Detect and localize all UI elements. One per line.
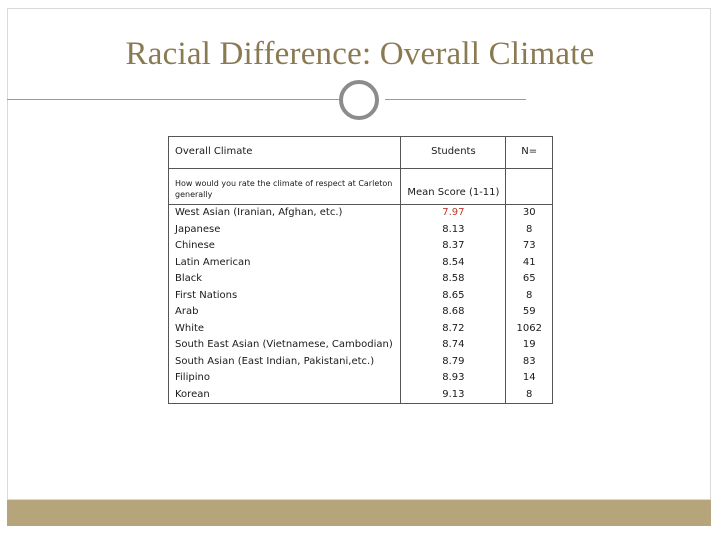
sample-size: 8 [506, 387, 553, 404]
group-name: Latin American [169, 255, 401, 272]
group-name: Arab [169, 304, 401, 321]
table-header-row [169, 137, 553, 169]
mean-score: 8.74 [401, 337, 506, 354]
group-name: First Nations [169, 288, 401, 305]
group-name: Korean [169, 387, 401, 404]
sample-size: 41 [506, 255, 553, 272]
table-row [169, 271, 553, 288]
table-row [169, 238, 553, 255]
sample-size: 19 [506, 337, 553, 354]
mean-score: 8.65 [401, 288, 506, 305]
sample-size: 8 [506, 222, 553, 239]
table-row [169, 387, 553, 404]
sample-size: 83 [506, 354, 553, 371]
mean-score: 8.79 [401, 354, 506, 371]
title-divider-right [385, 99, 526, 100]
sample-size: 14 [506, 370, 553, 387]
table-row [169, 321, 553, 338]
table-row [169, 255, 553, 272]
group-name: White [169, 321, 401, 338]
table-row [169, 288, 553, 305]
sample-size: 30 [506, 205, 553, 222]
group-name: South East Asian (Vietnamese, Cambodian) [169, 337, 401, 354]
mean-score: 8.58 [401, 271, 506, 288]
sample-size: 1062 [506, 321, 553, 338]
mean-score-label: Mean Score (1-11) [401, 169, 506, 205]
header-students: Students [401, 137, 506, 169]
mean-score: 7.97 [401, 205, 506, 222]
question-row [169, 169, 553, 205]
table-row [169, 222, 553, 239]
sample-size: 8 [506, 288, 553, 305]
divider-ring-ornament [339, 80, 379, 120]
mean-score: 8.68 [401, 304, 506, 321]
sample-size: 59 [506, 304, 553, 321]
group-name: Chinese [169, 238, 401, 255]
group-name: Filipino [169, 370, 401, 387]
mean-score: 8.37 [401, 238, 506, 255]
title-divider-left [7, 99, 340, 100]
slide-title: Racial Difference: Overall Climate [125, 36, 595, 72]
footer-bar [7, 500, 711, 526]
group-name: West Asian (Iranian, Afghan, etc.) [169, 205, 401, 222]
group-name: Black [169, 271, 401, 288]
table-row [169, 304, 553, 321]
sample-size: 73 [506, 238, 553, 255]
mean-score: 9.13 [401, 387, 506, 404]
header-n: N= [506, 137, 553, 169]
mean-score: 8.93 [401, 370, 506, 387]
table-row [169, 354, 553, 371]
mean-score: 8.54 [401, 255, 506, 272]
group-name: South Asian (East Indian, Pakistani,etc.) [169, 354, 401, 371]
mean-score: 8.13 [401, 222, 506, 239]
mean-score: 8.72 [401, 321, 506, 338]
group-name: Japanese [169, 222, 401, 239]
table-row [169, 337, 553, 354]
question-n [506, 169, 553, 205]
header-overall-climate: Overall Climate [169, 137, 401, 169]
climate-table [168, 136, 553, 404]
question-text: How would you rate the climate of respect at Carleton generally [169, 169, 401, 205]
table-row [169, 370, 553, 387]
table-row [169, 205, 553, 222]
sample-size: 65 [506, 271, 553, 288]
